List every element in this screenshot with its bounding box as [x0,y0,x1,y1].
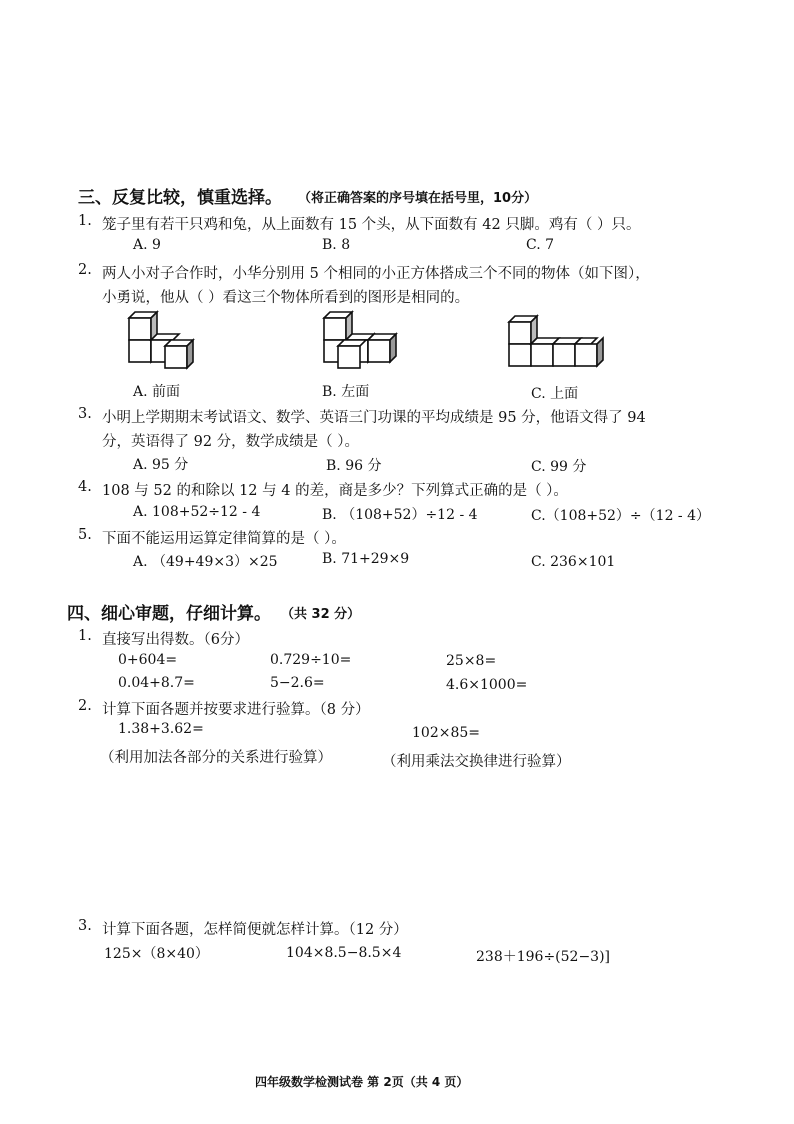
section4-note: （共 32 分） [281,607,361,622]
q4-2-text: 计算下面各题并按要求进行验算。（8 分） [102,702,370,718]
q3-2-option-a: A. 前面 [133,384,181,400]
q4-3-item-1: 125×（8×40） [104,946,209,962]
q3-1-option-a: A. 9 [133,237,161,253]
q3-2-option-c: C. 上面 [531,386,579,402]
q4-1-item-2: 0.729÷10= [270,652,352,668]
q4-1-item-5: 5−2.6= [270,675,325,691]
q4-3-item-3: 238＋196÷(52−3)] [476,949,611,965]
q4-3-item-2: 104×8.5−8.5×4 [286,945,402,961]
q4-1-item-3: 25×8= [446,653,497,669]
cube-figure-c [505,312,605,372]
q4-2-check-2: （利用乘法交换律进行验算） [382,754,571,770]
q3-2-text-line2: 小勇说，他从（ ）看这三个物体所看到的图形是相同的。 [102,290,470,306]
q3-1-number: 1. [78,213,92,229]
q3-1-option-c: C. 7 [526,237,555,253]
q3-3-option-b: B. 96 分 [326,458,382,474]
q3-2-number: 2. [78,262,92,278]
section4-title: 四、细心审题，仔细计算。 [67,604,271,624]
q4-2-item-2: 102×85= [412,725,480,741]
cube-figure-b [320,308,410,370]
q4-1-item-1: 0+604= [118,652,178,668]
q3-5-text: 下面不能运用运算定律简算的是（ ）。 [102,531,346,547]
cube-figure-a [125,308,215,370]
q3-4-number: 4. [78,479,92,495]
q3-5-number: 5. [78,527,92,543]
q3-1-option-b: B. 8 [322,237,351,253]
q3-3-option-c: C. 99 分 [531,459,587,475]
q4-1-item-6: 4.6×1000= [446,677,528,693]
q4-2-number: 2. [78,698,92,714]
q3-3-text-line1: 小明上学期期末考试语文、数学、英语三门功课的平均成绩是 95 分，他语文得了 94 [102,410,646,426]
page-footer: 四年级数学检测试卷 第 2页（共 4 页） [255,1075,469,1089]
q4-3-number: 3. [78,918,92,934]
q4-1-text: 直接写出得数。（6分） [102,632,249,648]
section3-note: （将正确答案的序号填在括号里，10分） [298,191,538,206]
q3-2-text-line1: 两人小对子合作时，小华分别用 5 个相同的小正方体搭成三个不同的物体（如下图）， [102,266,650,282]
q4-2-check-1: （利用加法各部分的关系进行验算） [100,750,332,766]
q3-5-option-a: A. （49+49×3）×25 [133,554,278,570]
section3-title: 三、反复比较，慎重选择。 [78,188,282,208]
q3-4-option-a: A. 108+52÷12 - 4 [133,504,261,520]
q3-3-text-line2: 分，英语得了 92 分，数学成绩是（ ）。 [102,434,360,450]
q3-1-text: 笼子里有若干只鸡和兔，从上面数有 15 个头，从下面数有 42 只脚。鸡有（ ）只。 [102,217,641,233]
q4-3-text: 计算下面各题，怎样简便就怎样计算。（12 分） [102,922,408,938]
q4-2-item-1: 1.38+3.62= [118,721,204,737]
q3-4-option-b: B. （108+52）÷12 - 4 [322,507,478,523]
q4-1-item-4: 0.04+8.7= [118,675,195,691]
q3-4-text: 108 与 52 的和除以 12 与 4 的差，商是多少？下列算式正确的是（ ）。 [102,483,568,499]
q3-5-option-c: C. 236×101 [531,554,616,570]
q3-3-number: 3. [78,406,92,422]
q4-1-number: 1. [78,628,92,644]
q3-2-option-b: B. 左面 [322,384,370,400]
q3-4-option-c: C.（108+52）÷（12 - 4） [531,508,711,524]
q3-5-option-b: B. 71+29×9 [322,551,410,567]
q3-3-option-a: A. 95 分 [133,457,189,473]
